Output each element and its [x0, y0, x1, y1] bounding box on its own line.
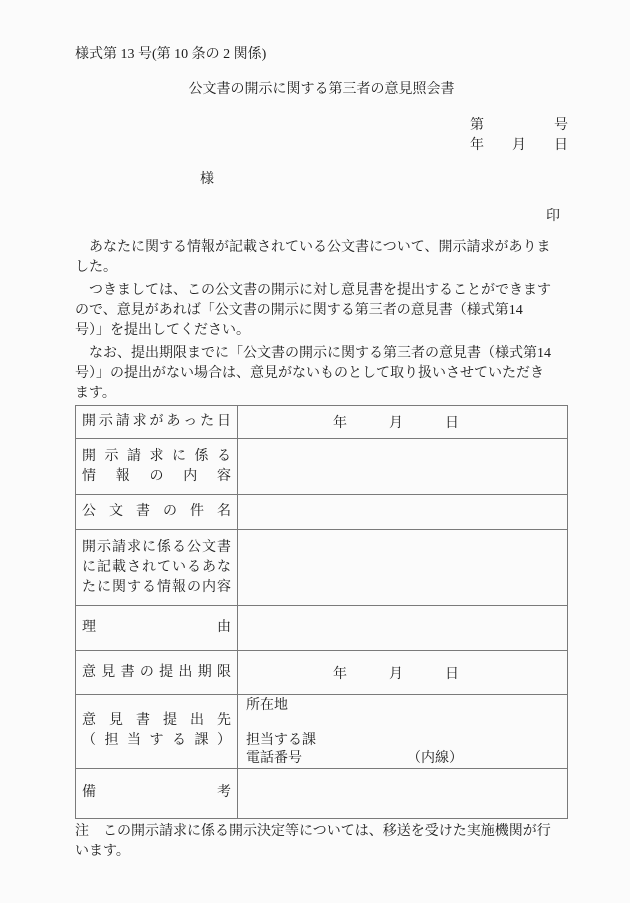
document-title: 公文書の開示に関する第三者の意見照会書: [188, 82, 455, 97]
table-row: [76, 768, 568, 818]
contact-blank-line: [246, 715, 559, 733]
value-reason: [238, 606, 568, 651]
label-your-information-content: 開示請求に係る公文書に記載されているあなたに関する情報の内容: [76, 530, 238, 606]
contact-phone-line: 電話番号 （内線）: [246, 751, 463, 767]
body-text: [75, 238, 568, 404]
seal-line: [75, 207, 568, 227]
footnote-line: います。: [75, 843, 130, 859]
seal-mark: 印: [546, 209, 560, 224]
document-number-line: 第 号: [470, 118, 568, 133]
value-requested-information: [238, 439, 568, 495]
table-row: [76, 406, 568, 439]
table-row: [76, 439, 568, 495]
date-line: 年 月 日: [470, 138, 568, 153]
value-disclosure-request-date: 年 月 日: [238, 406, 568, 439]
paragraph-line: つきましては、この公文書の開示に対し意見書を提出することができます: [75, 283, 551, 298]
table-row: [76, 530, 568, 606]
table-row: [76, 695, 568, 769]
paragraph-line: 号）」の提出がない場合は、意見がないものとして取り扱いさせていただき: [75, 366, 544, 381]
label-line: 意見書提出先: [82, 713, 231, 729]
footnote: [75, 822, 568, 862]
paragraph-line: あなたに関する情報が記載されている公文書について、開示請求がありま: [75, 240, 551, 255]
label-submission-contact: [76, 695, 238, 769]
table-row: [76, 495, 568, 530]
table-row: [76, 606, 568, 651]
form-number: 様式第 13 号(第 10 条の 2 関係): [75, 47, 267, 62]
footnote-line: 注 この開示請求に係る開示決定等については、移送を受けた実施機関が行: [75, 823, 551, 839]
paragraph-line: ます。: [75, 386, 116, 401]
contact-address-line: 所在地: [246, 698, 288, 713]
opinion-inquiry-table: [75, 405, 568, 819]
label-document-name: 公文書の件名: [76, 495, 238, 530]
label-line: 開示請求に係る: [82, 448, 231, 464]
paragraph-line: ので、意見があれば「公文書の開示に関する第三者の意見書（様式第14: [75, 303, 523, 318]
value-document-name: [238, 495, 568, 530]
table-row: [76, 651, 568, 695]
paragraph-1: [75, 238, 568, 278]
paragraph-line: 号）」を提出してください。: [75, 323, 250, 338]
label-opinion-deadline: 意見書の提出期限: [76, 651, 238, 695]
paragraph-3: [75, 344, 568, 404]
paragraph-line: なお、提出期限までに「公文書の開示に関する第三者の意見書（様式第14: [75, 346, 551, 361]
value-opinion-deadline: 年 月 日: [238, 651, 568, 695]
paragraph-2: [75, 281, 568, 341]
label-requested-information: [76, 439, 238, 495]
value-remarks: [238, 768, 568, 818]
contact-section-line: 担当する課: [246, 733, 316, 749]
label-line: 情報の内容: [82, 468, 231, 484]
label-reason: 理由: [76, 606, 238, 651]
value-submission-contact: [238, 695, 568, 769]
label-line: （担当する課）: [82, 733, 231, 749]
label-remarks: 備考: [76, 768, 238, 818]
value-your-information-content: [238, 530, 568, 606]
addressee-honorific: 様: [200, 172, 214, 187]
label-disclosure-request-date: 開示請求があった日: [76, 406, 238, 439]
document-number-block: [75, 116, 568, 156]
paragraph-line: した。: [75, 260, 117, 275]
